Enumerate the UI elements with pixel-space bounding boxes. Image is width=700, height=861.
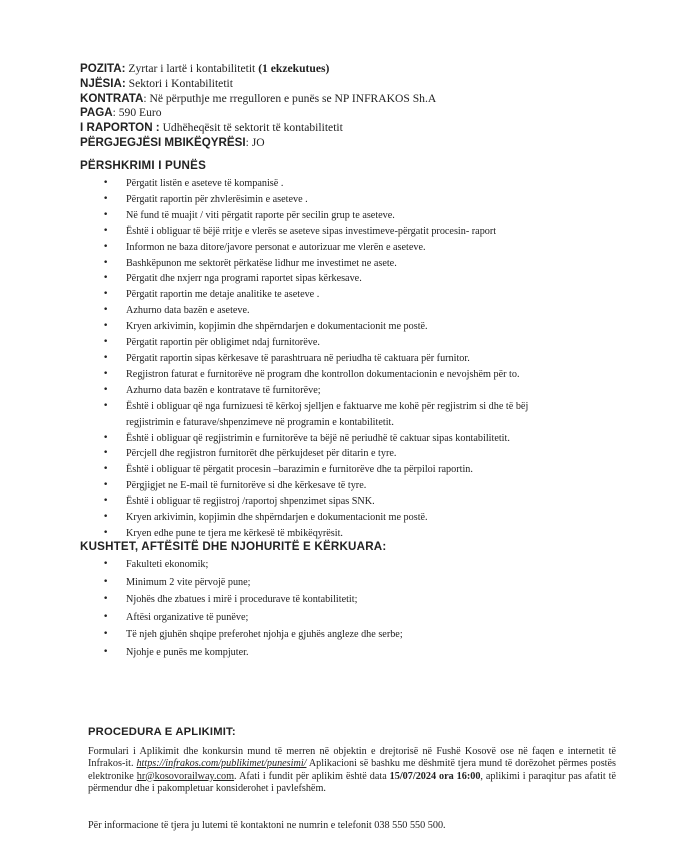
job-description-item: • Kryen arkivimin, kopjimin dhe shpërndarjen e dokumentacionit me postë. xyxy=(103,510,563,526)
kontrata-row xyxy=(80,92,436,107)
job-description-item: • Përgjigjet ne E-mail të furnitorëve si dhe kërkesave të tyre. xyxy=(103,478,563,494)
job-description-item: • Është i obliguar që regjistrimin e furnitorëve ta bëjë në periudhë të caktuar sipas kontabilitetit. xyxy=(103,431,563,447)
njesia-row xyxy=(80,77,436,92)
pozita-label: POZITA: xyxy=(80,62,126,75)
pozita-note: (1 ekzekutues) xyxy=(258,62,330,75)
contact-info: Për informacione të tjera ju lutemi të kontaktoni ne numrin e telefonit 038 550 550 500. xyxy=(88,820,446,831)
job-description-item: • Përgatit raportin sipas kërkesave të parashtruara në periudha të caktuara për furnitor. xyxy=(103,351,563,367)
job-description-item: • Përcjell dhe regjistron furnitorët dhe përkujdeset për ditarin e tyre. xyxy=(103,446,563,462)
application-email-link[interactable]: hr@kosovorailway.com xyxy=(136,770,235,782)
application-procedure-title: PROCEDURA E APLIKIMIT: xyxy=(88,726,236,738)
job-description-item: • Bashkëpunon me sektorët përkatëse lidhur me investimet ne asete. xyxy=(103,256,563,272)
paga-row xyxy=(80,106,436,121)
njesia-label: NJËSIA: xyxy=(80,76,126,90)
job-description-item: • Përgatit raportin për obligimet ndaj furnitorëve. xyxy=(103,335,563,351)
raporton-value: Udhëheqësit të sektorit të kontabilitetit xyxy=(162,121,343,135)
requirement-item: • Minimum 2 vite përvojë pune; xyxy=(103,574,503,592)
procedure-text-part-2: Aplikacioni së bashku me dëshmitë tjera mund të dorëzohet përmes postës elektronike xyxy=(88,758,616,782)
paga-value: : 590 Euro xyxy=(112,106,162,120)
application-procedure-text xyxy=(88,746,616,795)
requirements-list xyxy=(103,556,503,662)
job-description-item: • Informon ne baza ditore/javore personat e autorizuar me vlerën e aseteve. xyxy=(103,240,563,256)
job-description-item: • Azhurno data bazën e kontratave të furnitorëve; xyxy=(103,383,563,399)
raporton-label: I RAPORTON : xyxy=(80,121,160,135)
job-description-item: • Regjistron faturat e furnitorëve në program dhe kontrollon dokumentacionin e nevojshëm për to. xyxy=(103,367,563,383)
pergjegjesi-row xyxy=(80,136,436,151)
job-description-item: • Përgatit listën e aseteve të kompanisë . xyxy=(103,176,563,192)
pozita-row xyxy=(80,62,436,77)
requirement-item: • Aftësi organizative të punëve; xyxy=(103,609,503,627)
requirement-item: • Njohje e punës me kompjuter. xyxy=(103,644,503,662)
job-description-item: • Përgatit raportin me detaje analitike te aseteve . xyxy=(103,287,563,303)
job-description-item: • Në fund të muajit / viti përgatit raporte për secilin grup te aseteve. xyxy=(103,208,563,224)
pergjegjesi-label: PËRGJEGJËSI MBIKËQYRËSI xyxy=(80,135,246,149)
requirements-title: KUSHTET, AFTËSITË DHE NJOHURITË E KËRKUARA: xyxy=(80,540,387,553)
application-deadline: 15/07/2024 ora 16:00 xyxy=(389,770,481,782)
job-description-item: • Kryen edhe pune te tjera me kërkesë të mbikëqyrësit. xyxy=(103,526,563,542)
job-description-item: • Azhurno data bazën e aseteve. xyxy=(103,303,563,319)
requirement-item: • Të njeh gjuhën shqipe preferohet njohja e gjuhës angleze dhe serbe; xyxy=(103,626,503,644)
kontrata-label: KONTRATA xyxy=(80,91,144,105)
raporton-row xyxy=(80,121,436,136)
job-description-item: • Përgatit raportin për zhvlerësimin e aseteve . xyxy=(103,192,563,208)
application-form-link[interactable]: https://infrakos.com/publikimet/punesimi/ xyxy=(136,758,307,770)
pergjegjesi-value: : JO xyxy=(245,135,265,149)
requirement-item: • Fakulteti ekonomik; xyxy=(103,556,503,574)
procedure-text-part-3: . Afati i fundit për aplikim është data xyxy=(234,770,390,782)
job-description-item: • Kryen arkivimin, kopjimin dhe shpërndarjen e dokumentacionit me postë. xyxy=(103,319,563,335)
position-header xyxy=(80,62,436,151)
job-description-item: • Është i obliguar të përgatit procesin –barazimin e furnitorëve dhe ta përpiloi raportin. xyxy=(103,462,563,478)
job-description-item: • Është i obliguar të regjistroj /raportoj shpenzimet sipas SNK. xyxy=(103,494,563,510)
kontrata-value: : Në përputhje me rregulloren e punës se NP INFRAKOS Sh.A xyxy=(143,91,437,105)
job-description-list xyxy=(103,176,563,542)
job-description-item: • Është i obliguar të bëjë rritje e vlerës se aseteve sipas investimeve-përgatit procesin- raport xyxy=(103,224,563,240)
job-description-title: PËRSHKRIMI I PUNËS xyxy=(80,159,206,172)
procedure-text-part-4: , aplikimi i paraqitur pas afatit të përmendur dhe i pakompletuar konsiderohet i pavlefshëm. xyxy=(88,770,616,794)
pozita-value: Zyrtar i lartë i kontabilitetit xyxy=(128,62,256,75)
njesia-value: Sektori i Kontabilitetit xyxy=(128,76,233,90)
procedure-text-part-1: Formulari i Aplikimit dhe konkursin mund të merren në objektin e drejtorisë në Fushë Kosovë ose në faqen e internetit të Infrakos-it. xyxy=(88,746,616,770)
job-description-item: • Është i obliguar që nga furnizuesi të kërkoj sjelljen e faktuarve me kohë për regjistrim si dhe të bëj regjistrimin e faturave/shpenzimeve në programin e kontabilitetit. xyxy=(103,399,563,431)
job-description-item: • Përgatit dhe nxjerr nga programi raportet sipas kërkesave. xyxy=(103,271,563,287)
requirement-item: • Njohës dhe zbatues i mirë i procedurave të kontabilitetit; xyxy=(103,591,503,609)
paga-label: PAGA xyxy=(80,106,113,120)
